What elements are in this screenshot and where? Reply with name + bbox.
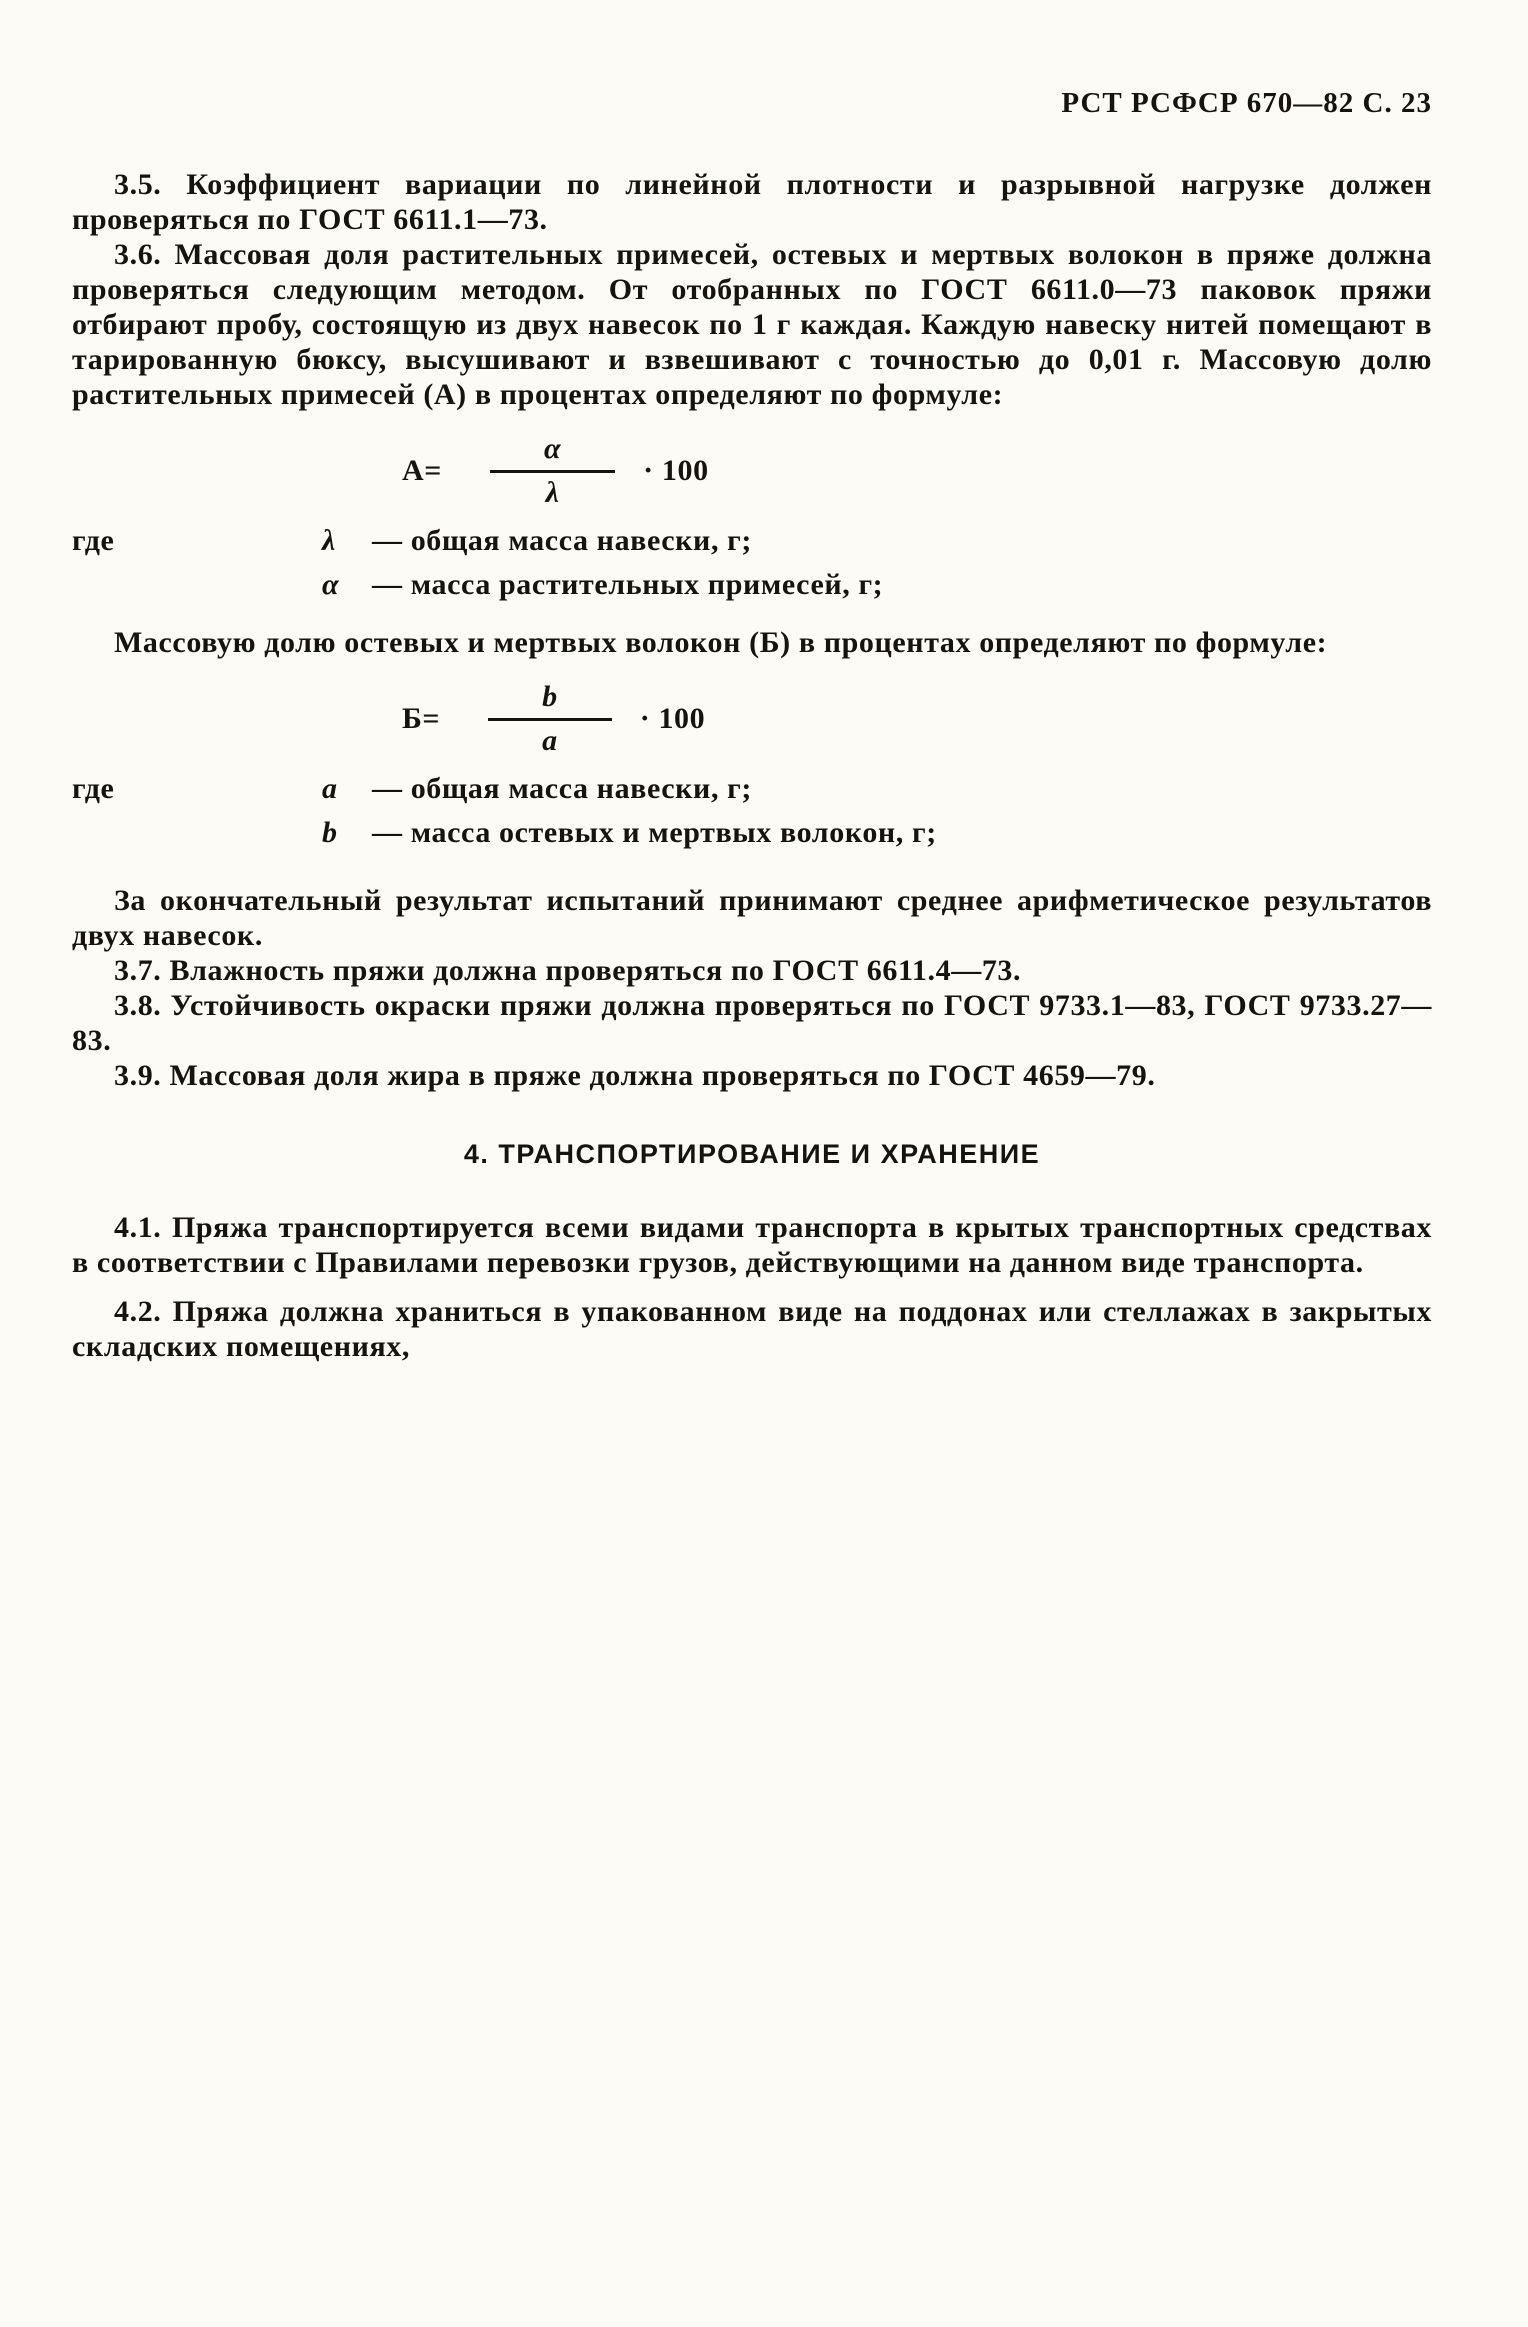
formula-a-fraction — [490, 432, 615, 509]
paragraph-3-5: 3.5. Коэффициент вариации по линейной плотности и разрывной нагрузке должен проверяться по ГОСТ 6611.1—73. — [72, 168, 1432, 236]
formula-b-numerator: b — [488, 680, 612, 721]
where-text-alpha: — масса растительных примесей, г; — [372, 568, 884, 601]
formula-a-lhs: А= — [402, 454, 442, 487]
where-symbol-b: b — [322, 816, 338, 849]
formula-b-lhs: Б= — [402, 702, 441, 735]
where-text-a: — общая масса навески, г; — [372, 772, 752, 805]
where-clause-a — [72, 523, 1432, 611]
where-row-a — [322, 771, 1432, 806]
document-header: РСТ РСФСР 670—82 С. 23 — [1061, 87, 1432, 119]
formula-a — [402, 432, 1432, 509]
where-symbol-alpha: α — [322, 568, 340, 601]
paragraph-result: За окончательный результат испытаний принимают среднее арифметическое результатов двух навесок. — [72, 884, 1432, 952]
where-text-lambda: — общая масса навески, г; — [372, 524, 752, 557]
paragraph-3-9: 3.9. Массовая доля жира в пряже должна проверяться по ГОСТ 4659—79. — [114, 1059, 1156, 1092]
where-rows-a — [322, 523, 1432, 611]
where-text-b: — масса остевых и мертвых волокон, г; — [372, 816, 937, 849]
formula-b-denominator: a — [542, 724, 558, 757]
paragraph-4-2: 4.2. Пряжа должна храниться в упакованном виде на поддонах или стеллажах в закрытых складских помещениях, — [72, 1295, 1432, 1363]
where-rows-b — [322, 771, 1432, 859]
formula-a-denominator: λ — [545, 476, 560, 509]
where-symbol-lambda: λ — [322, 524, 336, 557]
section-4-heading: 4. ТРАНСПОРТИРОВАНИЕ И ХРАНЕНИЕ — [463, 1139, 1041, 1169]
paragraph-3-8: 3.8. Устойчивость окраски пряжи должна проверяться по ГОСТ 9733.1—83, ГОСТ 9733.27—83. — [72, 989, 1432, 1057]
paragraph-3-7: 3.7. Влажность пряжи должна проверяться по ГОСТ 6611.4—73. — [114, 954, 1022, 987]
formula-a-numerator: α — [490, 432, 615, 473]
where-clause-b — [72, 771, 1432, 859]
paragraph-3-6: 3.6. Массовая доля растительных примесей, остевых и мертвых волокон в пряже должна проверяться следующим методом. От отобранных по ГОСТ 6611.0—73 паковок пряжи отбирают пробу, состоящую из двух навесок по 1 г каждая. Каждую навеску нитей помещают в тарированную бюксу, высушивают и взвешивают с точностью до 0,01 г. Массовую долю растительных примесей (А) в процентах определяют по формуле: — [72, 238, 1432, 411]
where-symbol-a: a — [322, 772, 338, 805]
formula-a-factor: · 100 — [643, 454, 709, 487]
formula-b-factor: · 100 — [639, 702, 706, 735]
where-label-b: где — [72, 772, 115, 805]
where-row-lambda — [322, 523, 1432, 558]
formula-b — [402, 680, 1432, 757]
where-row-alpha — [322, 567, 1432, 602]
formula-b-fraction — [488, 680, 612, 757]
where-row-b — [322, 815, 1432, 850]
where-label-a: где — [72, 524, 115, 557]
paragraph-b-intro: Массовую долю остевых и мертвых волокон (Б) в процентах определяют по формуле: — [114, 626, 1328, 659]
paragraph-4-1: 4.1. Пряжа транспортируется всеми видами транспорта в крытых транспортных средствах в соответствии с Правилами перевозки грузов, действующими на данном виде транспорта. — [72, 1211, 1432, 1279]
